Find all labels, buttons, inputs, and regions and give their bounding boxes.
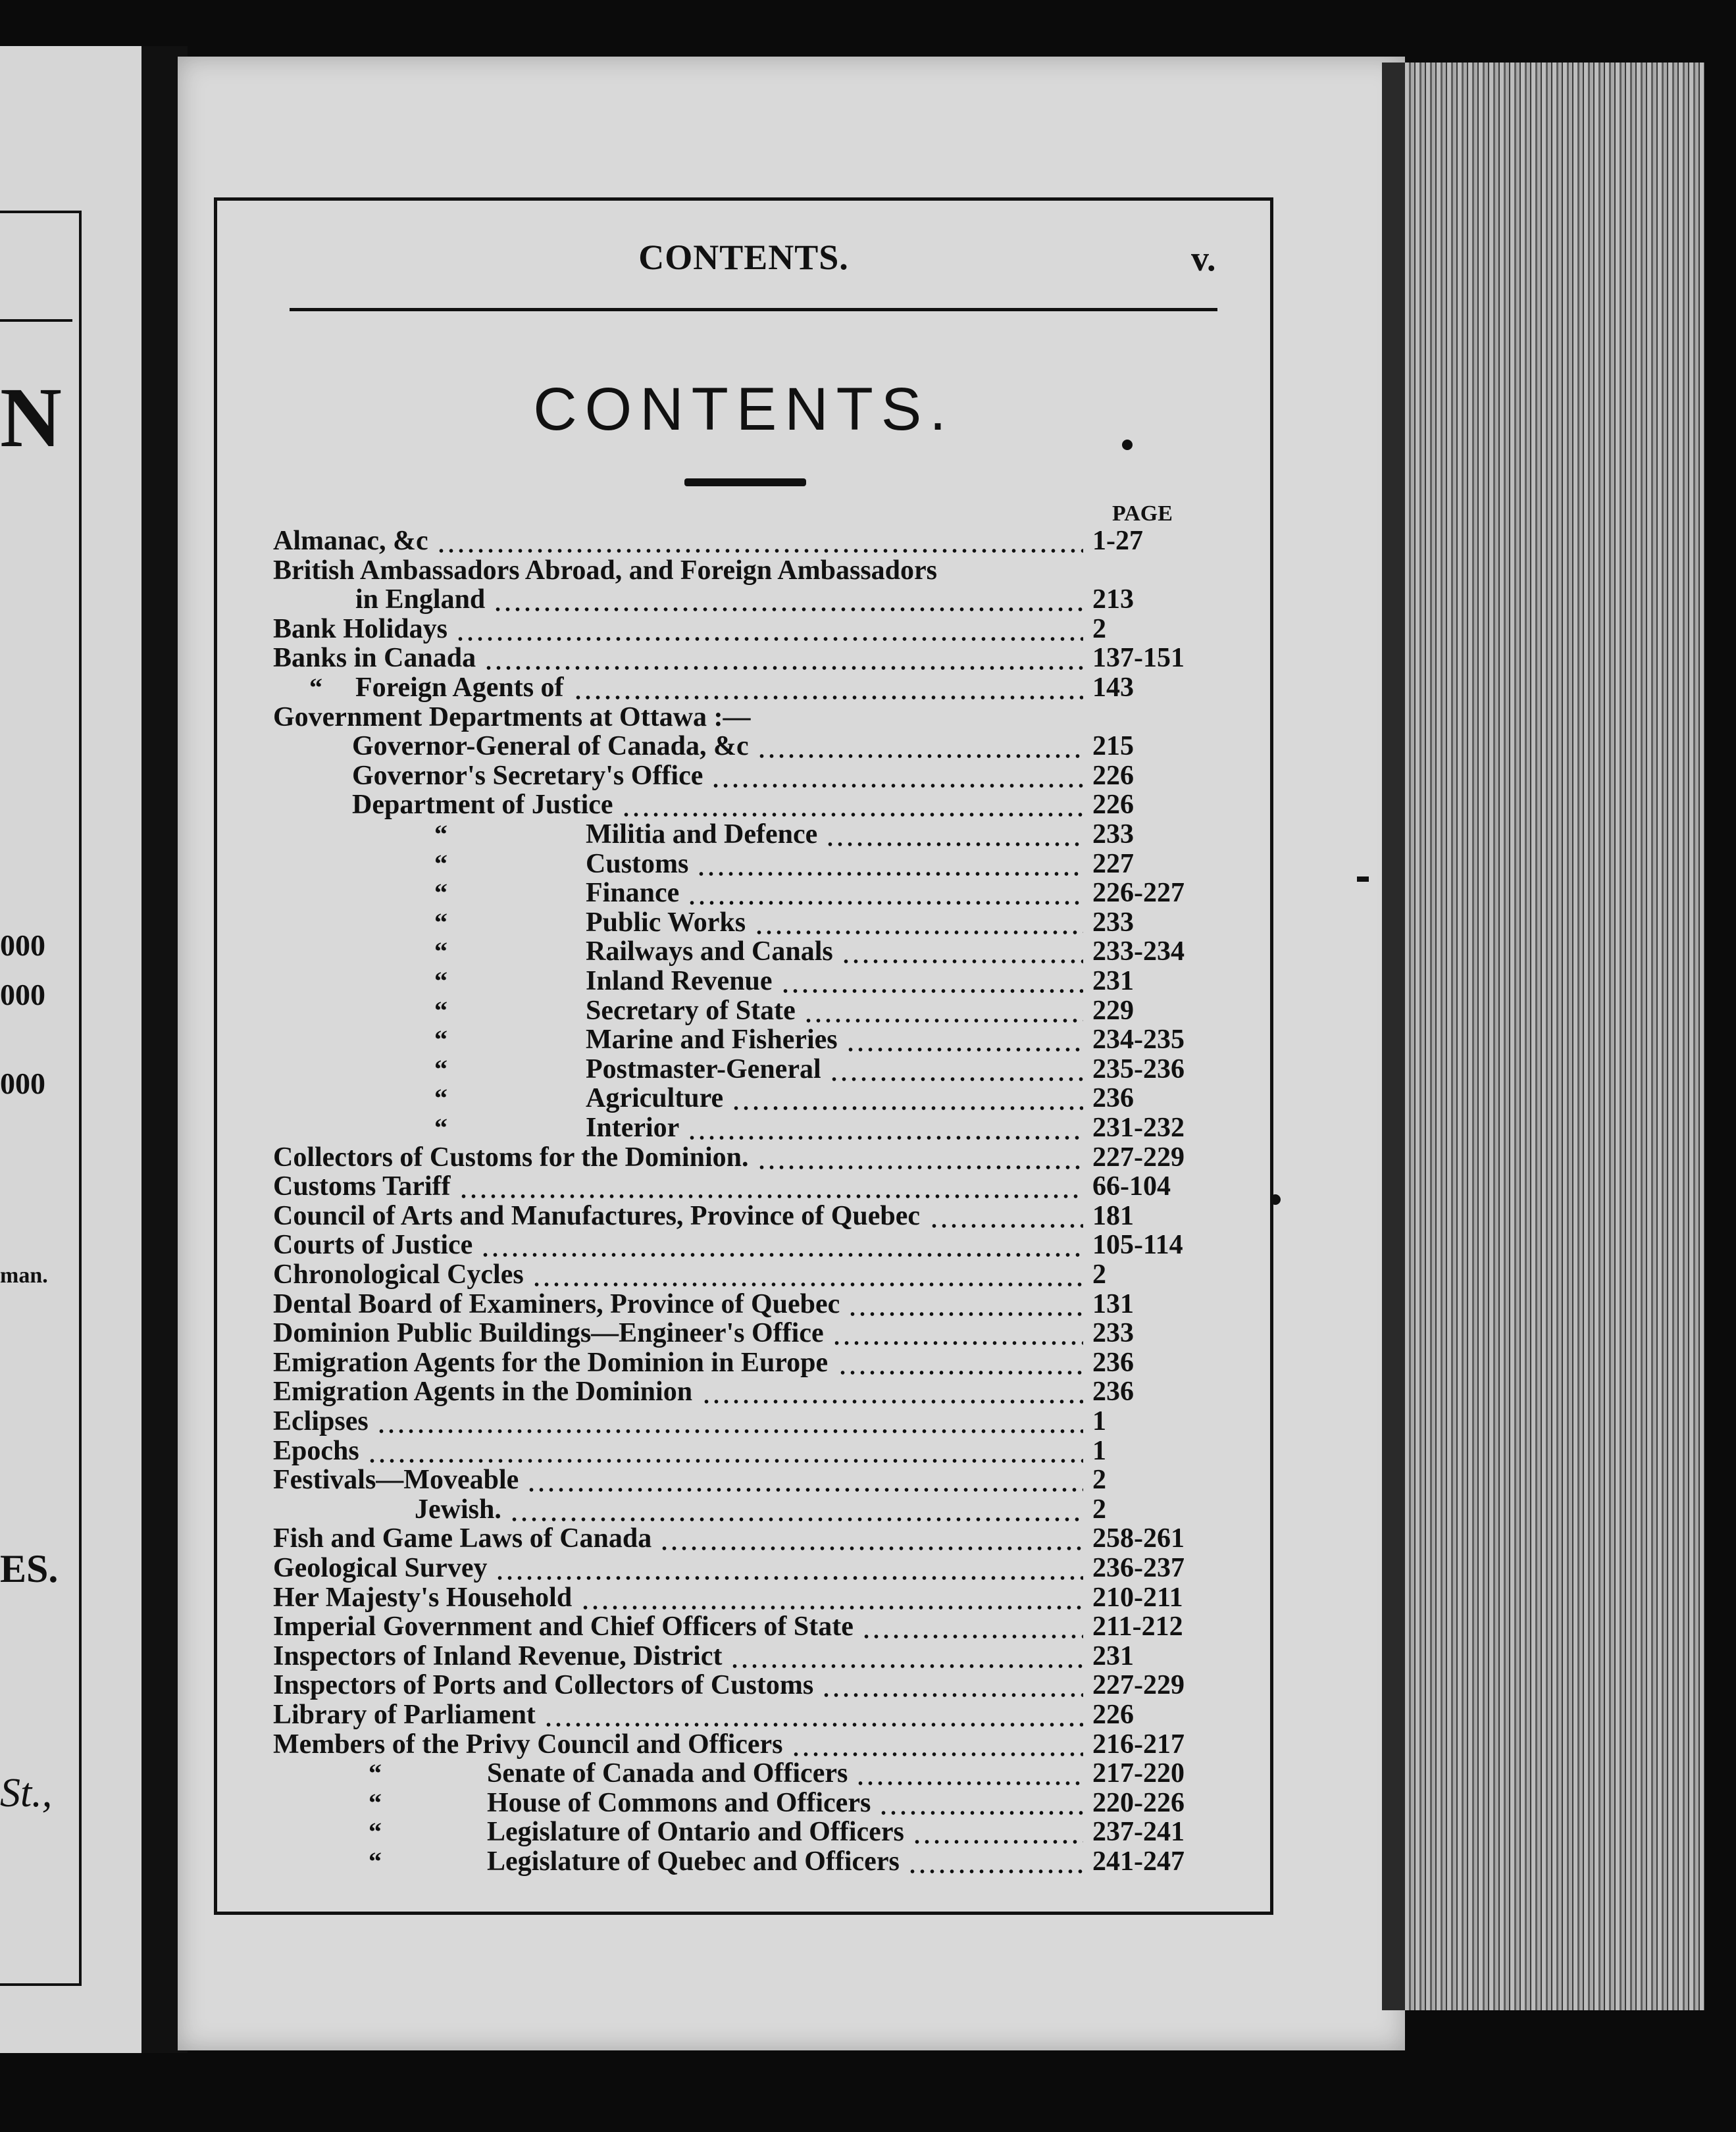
toc-entry-title: Railways and Canals [586,936,833,967]
dot-leader [544,1700,1083,1729]
dot-leader [791,1730,1083,1759]
toc-entry-title: Emigration Agents in the Dominion [273,1377,693,1408]
toc-entry-title: Legislature of Quebec and Officers [487,1846,900,1877]
toc-entry-title: Dominion Public Buildings—Engineer's Office [273,1318,824,1349]
dot-leader [495,1554,1083,1583]
ditto-mark: “ [434,907,447,937]
toc-entry-title: Epochs [273,1435,359,1466]
toc-entry-page: 233 [1092,1318,1134,1349]
dot-leader [929,1202,1083,1231]
toc-entry [0,1847,1250,1876]
toc-entry [0,1231,1250,1259]
toc-entry-title: Postmaster-General [586,1053,821,1084]
toc-entry [0,1700,1250,1729]
dot-leader [907,1847,1083,1876]
toc-entry [0,1202,1250,1231]
ditto-mark: “ [434,819,447,849]
dot-leader [731,1084,1083,1113]
toc-entry-title: British Ambassadors Abroad, and Foreign Ambassadors [273,555,938,586]
toc-entry [0,850,1250,878]
toc-entry-page: 233 [1092,907,1134,938]
toc-entry-title: Department of Justice [352,790,613,821]
dot-leader [832,1319,1083,1348]
toc-entry-title: Dental Board of Examiners, Province of Quebec [273,1288,840,1319]
toc-entry [0,1495,1250,1524]
toc-entry [0,1554,1250,1583]
toc-entry-title: Council of Arts and Manufactures, Province of Quebec [273,1200,921,1231]
toc-entry-page: 227-229 [1092,1142,1185,1173]
toc-entry-title: Banks in Canada [273,643,476,674]
toc-entry [0,673,1250,702]
toc-entry-page: 234-235 [1092,1025,1185,1055]
dot-leader [573,673,1083,702]
toc-entry [0,644,1250,673]
dot-leader [711,761,1083,790]
toc-entry [0,556,1250,585]
toc-entry-title: Geological Survey [273,1553,488,1583]
toc-entry-title: Festivals—Moveable [273,1465,519,1496]
toc-entry-page: 105-114 [1092,1230,1183,1261]
print-speck [1270,1194,1281,1205]
toc-entry [0,820,1250,849]
toc-entry [0,1642,1250,1671]
toc-entry-page: 1-27 [1092,526,1143,556]
ditto-mark: “ [434,878,447,908]
toc-entry [0,1671,1250,1700]
toc-entry-page: 226-227 [1092,878,1185,909]
ditto-mark: “ [434,995,447,1025]
dot-leader [687,1113,1083,1142]
toc-entry [0,1260,1250,1289]
toc-entry [0,1817,1250,1846]
dot-leader [484,644,1083,673]
toc-entry [0,908,1250,937]
toc-entry-page: 231 [1092,966,1134,996]
dot-leader [621,790,1083,819]
toc-entry [0,1465,1250,1494]
dot-leader [376,1407,1083,1436]
toc-entry-title: Her Majesty's Household [273,1582,573,1613]
dot-leader [879,1789,1083,1817]
toc-entry-title: Agriculture [586,1083,724,1114]
left-fragment: ES. [0,1547,59,1590]
toc-entry-page: 211-212 [1092,1612,1183,1642]
toc-entry-page: 215 [1092,731,1134,762]
toc-entry [0,1583,1250,1612]
dot-leader [846,1025,1083,1054]
toc-entry-title: Library of Parliament [273,1700,536,1730]
dot-leader [509,1495,1083,1524]
toc-entry [0,1436,1250,1465]
ditto-mark: “ [369,1787,382,1817]
toc-entry [0,732,1250,761]
dot-leader [825,820,1083,849]
toc-entry [0,1290,1250,1319]
toc-entry [0,1319,1250,1348]
toc-entry [0,1143,1250,1172]
ditto-mark: “ [369,1817,382,1847]
toc-entry-page: 2 [1092,1259,1106,1290]
dot-leader [848,1290,1083,1319]
toc-entry-page: 226 [1092,790,1134,821]
title-ornament-rule [684,478,806,486]
page-edges-stack [1405,63,1704,2010]
toc-entry-page: 131 [1092,1288,1134,1319]
toc-entry [0,1084,1250,1113]
toc-entry [0,790,1250,819]
toc-entry-title: Militia and Defence [586,819,818,850]
dot-leader [702,1377,1083,1406]
dot-leader [829,1055,1083,1084]
toc-entry-title: Public Works [586,907,746,938]
ditto-mark: “ [434,936,447,967]
ditto-mark: “ [434,1113,447,1142]
toc-entry [0,878,1250,907]
toc-entry-title: Governor-General of Canada, &c [352,731,749,762]
left-fragment: 000 [0,978,45,1011]
toc-entry [0,1789,1250,1817]
ditto-mark: “ [434,1025,447,1055]
ditto-mark: “ [434,1053,447,1084]
dot-leader [696,850,1083,878]
toc-entry-title: Chronological Cycles [273,1259,524,1290]
toc-entry-page: 2 [1092,613,1106,644]
page-title: CONTENTS. [533,376,954,443]
toc-entry-page: 226 [1092,1700,1134,1730]
dot-leader [459,1172,1083,1201]
dot-leader [455,615,1083,644]
toc-entry-title: Legislature of Ontario and Officers [487,1817,904,1848]
toc-entry-page: 227 [1092,848,1134,879]
print-speck [1357,876,1369,882]
dot-leader [757,732,1083,761]
page-number: v. [1191,239,1216,278]
toc-entry [0,585,1250,614]
toc-entry-title: Senate of Canada and Officers [487,1758,848,1789]
toc-entry-title: Customs Tariff [273,1171,451,1202]
toc-entry-title: Members of the Privy Council and Officers [273,1729,783,1760]
toc-entry-page: 1 [1092,1406,1106,1436]
dot-leader [821,1671,1083,1700]
toc-entry [0,1759,1250,1788]
dot-leader [659,1524,1083,1553]
toc-entry-page: 258-261 [1092,1523,1185,1554]
dot-leader [493,585,1083,614]
dot-leader [757,1143,1083,1172]
toc-entry-title: Imperial Government and Chief Officers of State [273,1612,854,1642]
dot-leader [804,996,1083,1025]
toc-entry-title: Foreign Agents of [355,673,564,703]
toc-entry-page: 66-104 [1092,1171,1171,1202]
toc-entry-page: 2 [1092,1494,1106,1525]
running-head: CONTENTS. [638,238,849,277]
toc-entry [0,526,1250,555]
ditto-mark: “ [434,1083,447,1113]
toc-entry [0,1524,1250,1553]
toc-entry-page: 220-226 [1092,1787,1185,1818]
toc-entry-title: Almanac, &c [273,526,428,556]
print-speck [1122,440,1133,450]
page-edge-shadow [1382,63,1408,2010]
toc-entry [0,937,1250,966]
toc-entry [0,1612,1250,1641]
dot-leader [838,1348,1083,1377]
toc-entry-title: Courts of Justice [273,1230,473,1261]
dot-leader [841,937,1083,966]
toc-entry-title: Governor's Secretary's Office [352,760,703,791]
toc-entry-page: 237-241 [1092,1817,1185,1848]
toc-entry-title: Bank Holidays [273,613,447,644]
left-fragment: 000 [0,1067,45,1100]
dot-leader [436,526,1083,555]
toc-entry-title: House of Commons and Officers [487,1787,871,1818]
toc-entry-page: 236-237 [1092,1553,1185,1583]
toc-entry [0,1377,1250,1406]
dot-leader [861,1612,1083,1641]
dot-leader [912,1817,1083,1846]
left-fragment: 000 [0,928,45,962]
toc-entry [0,1025,1250,1054]
ditto-mark: “ [369,1758,382,1789]
left-fragment: man. [0,1263,48,1288]
toc-entry-page: 233 [1092,819,1134,850]
dot-leader [730,1642,1083,1671]
ditto-mark: “ [434,966,447,996]
ditto-mark: “ [309,673,322,702]
ditto-mark: “ [369,1846,382,1876]
ditto-mark: “ [434,848,447,878]
toc-entry [0,1172,1250,1201]
toc-entry [0,1730,1250,1759]
toc-entry [0,967,1250,996]
toc-entry-page: 236 [1092,1377,1134,1408]
page-column-label: PAGE [1112,501,1173,526]
toc-entry-page: 181 [1092,1200,1134,1231]
dot-leader [526,1465,1083,1494]
toc-entry [0,703,1250,732]
left-page-rule [0,319,72,322]
toc-entry [0,761,1250,790]
toc-entry [0,1348,1250,1377]
toc-entry [0,1113,1250,1142]
toc-entry [0,1407,1250,1436]
toc-entry-page: 227-229 [1092,1670,1185,1701]
toc-entry-page: 1 [1092,1435,1106,1466]
toc-entry-page: 2 [1092,1465,1106,1496]
left-fragment: N [0,370,62,465]
toc-entry-page: 213 [1092,584,1134,615]
toc-entry-page: 216-217 [1092,1729,1185,1760]
dot-leader [480,1231,1083,1259]
toc-entry-page: 229 [1092,995,1134,1026]
toc-entry-title: Secretary of State [586,995,796,1026]
toc-entry-title: Marine and Fisheries [586,1025,838,1055]
toc-entry-title: Government Departments at Ottawa :— [273,701,751,732]
toc-entry-title: Interior [586,1113,680,1143]
toc-entry-page: 236 [1092,1347,1134,1378]
header-rule [290,308,1217,311]
toc-entry-page: 226 [1092,760,1134,791]
toc-entry [0,1055,1250,1084]
dot-leader [532,1260,1083,1289]
toc-entry-title: in England [355,584,486,615]
toc-entry [0,615,1250,644]
toc-entry-page: 241-247 [1092,1846,1185,1877]
toc-entry-title: Emigration Agents for the Dominion in Europe [273,1347,829,1378]
toc-entry-title: Collectors of Customs for the Dominion. [273,1142,749,1173]
toc-entry-page: 217-220 [1092,1758,1185,1789]
toc-entry-title: Inspectors of Inland Revenue, District [273,1640,723,1671]
dot-leader [367,1436,1083,1465]
toc-entry-page: 137-151 [1092,643,1185,674]
toc-entry-page: 233-234 [1092,936,1185,967]
dot-leader [580,1583,1083,1612]
toc-entry-title: Fish and Game Laws of Canada [273,1523,652,1554]
toc-entry [0,996,1250,1025]
toc-entry-page: 235-236 [1092,1053,1185,1084]
toc-entry-page: 210-211 [1092,1582,1183,1613]
dot-leader [687,878,1083,907]
toc-entry-title: Customs [586,848,689,879]
toc-entry-title: Inspectors of Ports and Collectors of Customs [273,1670,814,1701]
toc-entry-page: 236 [1092,1083,1134,1114]
toc-entry-page: 143 [1092,673,1134,703]
toc-entry-title: Jewish. [415,1494,501,1525]
toc-entry-page: 231-232 [1092,1113,1185,1143]
toc-entry-title: Eclipses [273,1406,369,1436]
left-fragment: St., [0,1771,53,1815]
dot-leader [855,1759,1083,1788]
toc-entry-title: Inland Revenue [586,966,773,996]
toc-entry-page: 231 [1092,1640,1134,1671]
toc-entry-title: Finance [586,878,680,909]
dot-leader [780,967,1083,996]
dot-leader [754,908,1083,937]
